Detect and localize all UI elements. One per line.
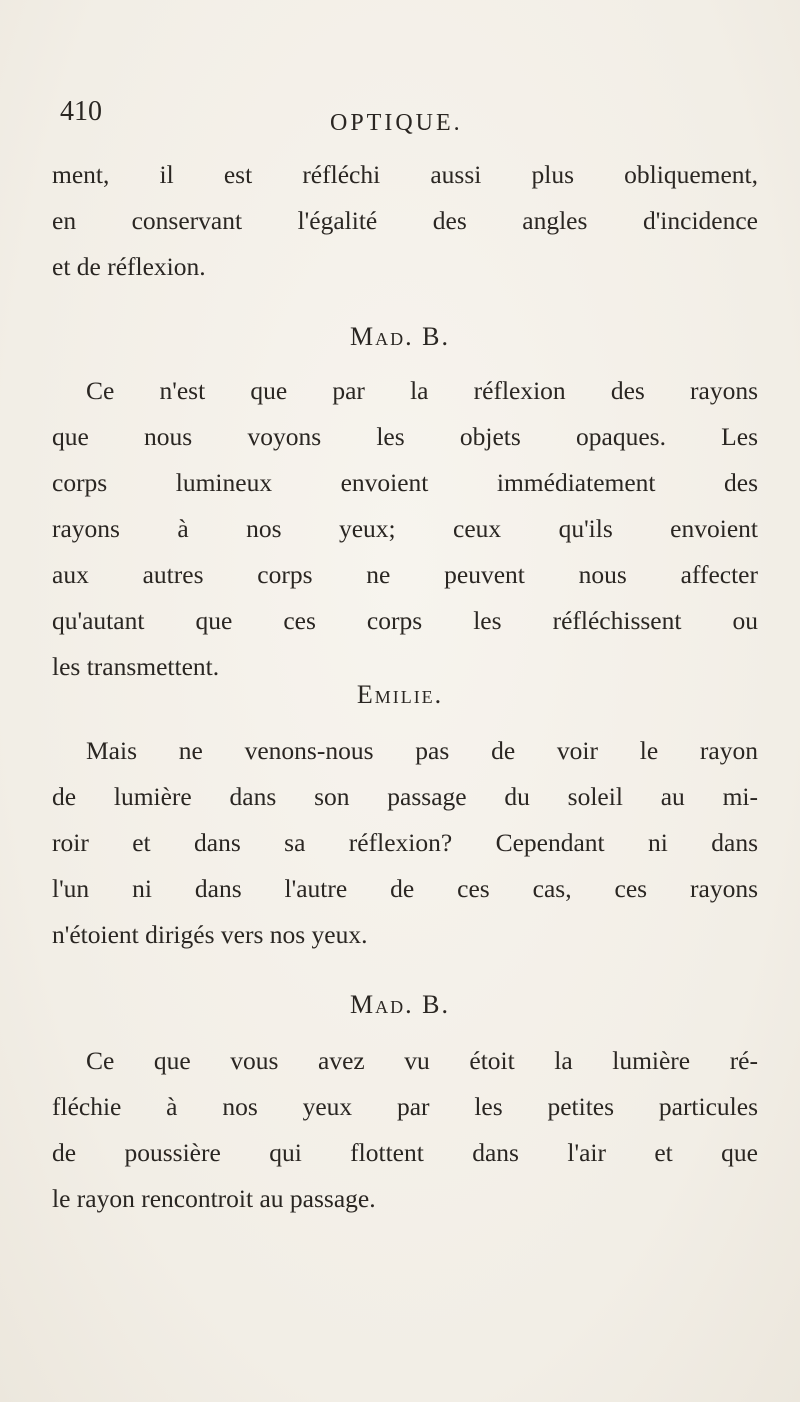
text-line: Mais ne venons-nous pas de voir le rayon <box>86 736 758 765</box>
text-line: qu'autant que ces corps les réfléchissent ou <box>52 606 758 635</box>
text-line: Ce que vous avez vu étoit la lumière ré- <box>86 1046 758 1075</box>
text-line: de lumière dans son passage du soleil au mi- <box>52 782 758 811</box>
page-number: 410 <box>60 96 102 127</box>
speaker-heading: Mad. B. <box>350 990 450 1019</box>
text-line: que nous voyons les objets opaques. Les <box>52 422 758 451</box>
text-line: en conservant l'égalité des angles d'incidence <box>52 206 758 235</box>
text-line: roir et dans sa réflexion? Cependant ni dans <box>52 828 758 857</box>
text-line: n'étoient dirigés vers nos yeux. <box>52 920 368 949</box>
text-line: corps lumineux envoient immédiatement des <box>52 468 758 497</box>
text-line: ment, il est réfléchi aussi plus obliquement, <box>52 160 758 189</box>
text-line: rayons à nos yeux; ceux qu'ils envoient <box>52 514 758 543</box>
speaker-heading: Mad. B. <box>350 322 450 351</box>
text-line: fléchie à nos yeux par les petites particules <box>52 1092 758 1121</box>
text-line: de poussière qui flottent dans l'air et que <box>52 1138 758 1167</box>
text-line: le rayon rencontroit au passage. <box>52 1184 376 1213</box>
text-line: l'un ni dans l'autre de ces cas, ces rayons <box>52 874 758 903</box>
page-header <box>60 96 760 140</box>
dialogue-paragraph <box>52 1038 758 1222</box>
dialogue-paragraph <box>52 728 758 958</box>
text-line: les transmettent. <box>52 652 220 681</box>
paragraph-continuation <box>52 152 758 290</box>
text-line: Ce n'est que par la réflexion des rayons <box>86 376 758 405</box>
dialogue-paragraph <box>52 368 758 690</box>
speaker-heading: Emilie. <box>356 680 444 709</box>
running-title: OPTIQUE. <box>330 110 463 136</box>
text-line: et de réflexion. <box>52 252 206 281</box>
text-line: aux autres corps ne peuvent nous affecter <box>52 560 758 589</box>
